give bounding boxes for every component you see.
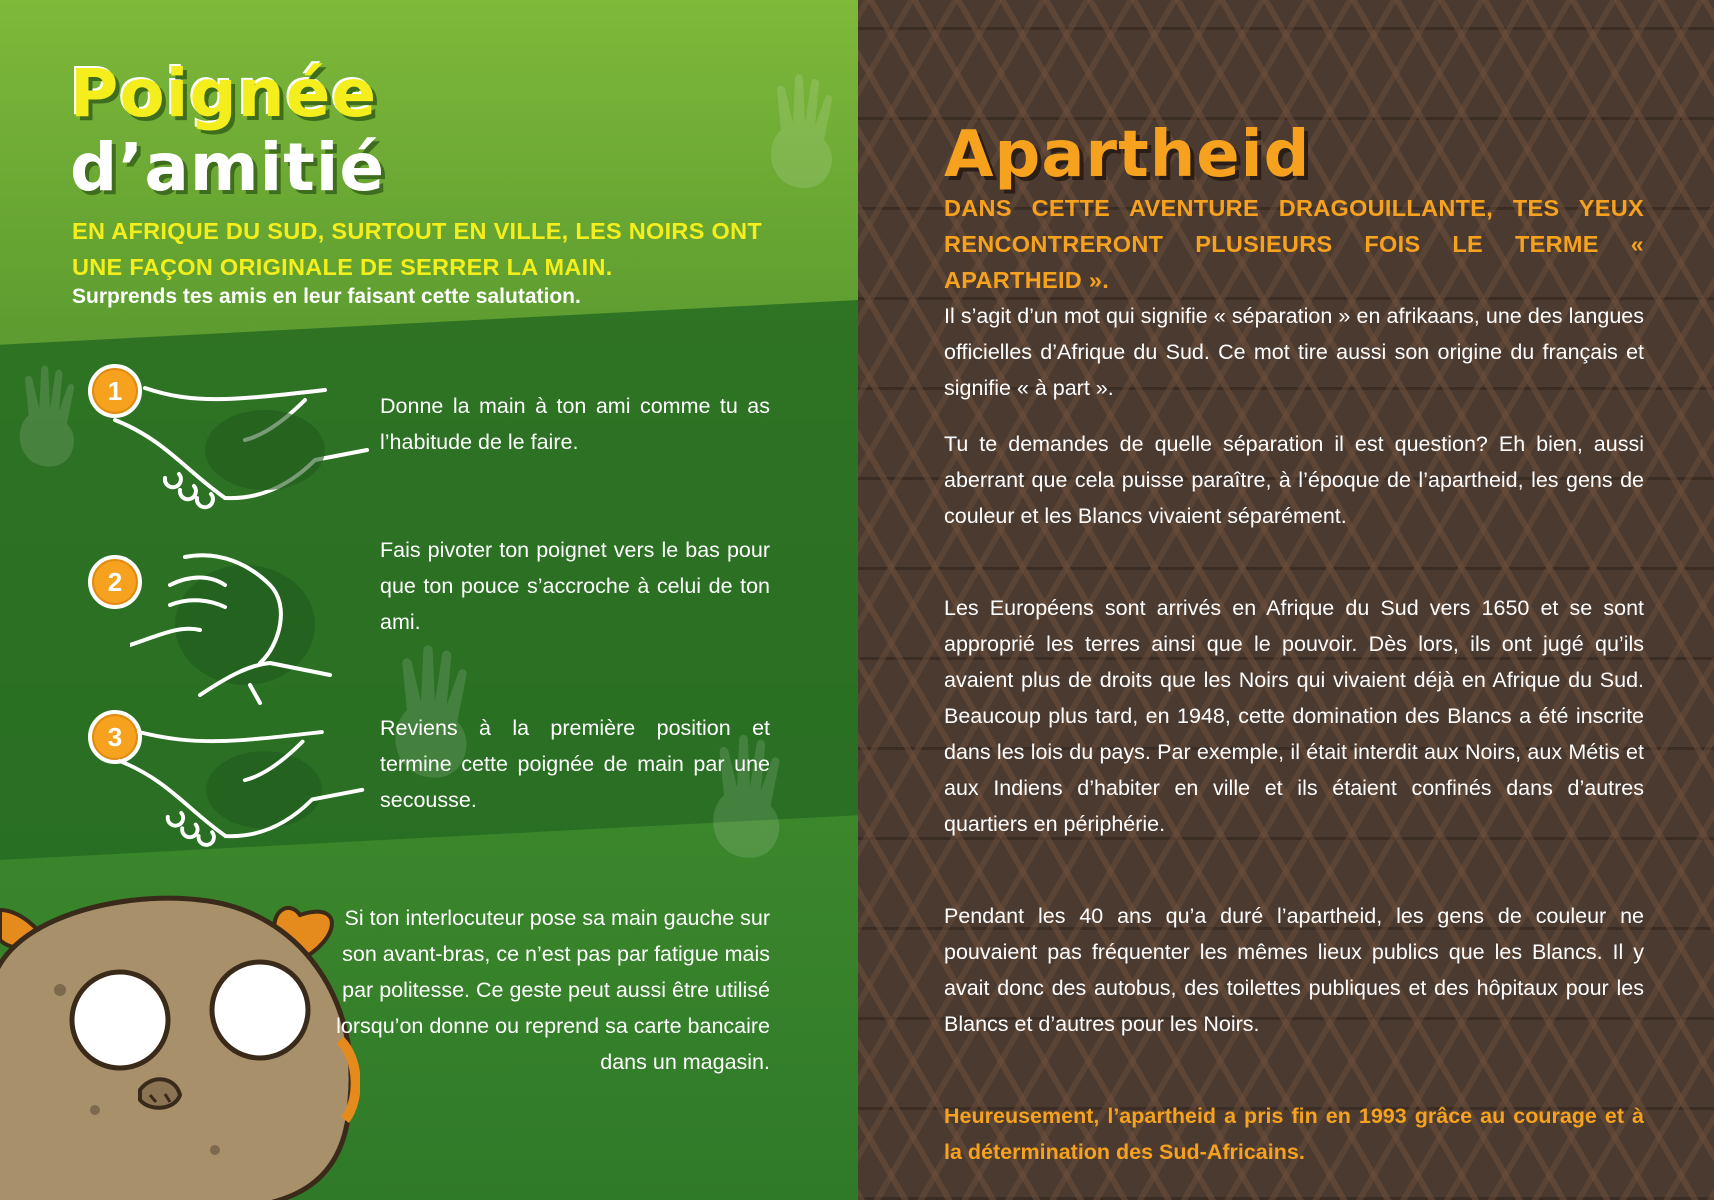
paragraph: Il s’agit d’un mot qui signifie « séparation » en afrikaans, une des langues officielles d’Afrique du Sud. Ce mot tire aussi son origine du français et signifie « à part ». (944, 304, 1644, 400)
dragon-mascot-icon (0, 880, 360, 1200)
paragraph: Les Européens sont arrivés en Afrique du Sud vers 1650 et se sont approprié les terres ainsi que le pouvoir. Dès lors, ils ont jugé qu’ils avaient plus de droits que les Noirs qui vivaient déjà en Afrique du Sud. Beaucoup plus tard, en 1948, cette domination des Blancs a été inscrite dans les lois du pays. Par exemple, il était interdit aux Noirs, aux Métis et aux Indiens d’habiter en ville et ils étaient confinés dans d’autres quartiers en périphérie. (944, 596, 1644, 836)
step-text: Donne la main à ton ami comme tu as l’habitude de le faire. (380, 394, 770, 454)
step-number: 1 (88, 364, 142, 418)
paragraph: Tu te demandes de quelle séparation il est question? Eh bien, aussi aberrant que cela puisse paraître, à l’époque de l’apartheid, les gens de couleur et les Blancs vivaient séparément. (944, 432, 1644, 528)
page-title-line2: d’amitié (70, 129, 386, 206)
handshake-note: Si ton interlocuteur pose sa main gauche sur son avant-bras, ce n’est pas par fatigue mais par politesse. Ce geste peut aussi être utilisé lorsqu’on donne ou reprend sa carte bancaire dans un magasin. (336, 906, 770, 1074)
paragraph: Pendant les 40 ans qu’a duré l’apartheid, les gens de couleur ne pouvaient pas fréquenter les mêmes lieux publics que les Blancs. Il y avait donc des autobus, des toilettes publiques et des hôpitaux pour les Blancs et d’autres pour les Noirs. (944, 904, 1644, 1036)
step-number: 2 (88, 555, 142, 609)
intro-caps: EN AFRIQUE DU SUD, SURTOUT EN VILLE, LES NOIRS ONT UNE FAÇON ORIGINALE DE SERRER LA MAIN. (72, 218, 763, 280)
step-number: 3 (88, 710, 142, 764)
handprint-icon (760, 70, 850, 190)
closing-paragraph: Heureusement, l’apartheid a pris fin en 1993 grâce au courage et à la détermination des Sud-Africains. (944, 1104, 1644, 1164)
right-page (858, 0, 1714, 1200)
handshake-icon (110, 720, 370, 850)
intro-caps: DANS CETTE AVENTURE DRAGOUILLANTE, TES YEUX RENCONTRERONT PLUSIEURS FOIS LE TERME « APARTHEID ». (944, 195, 1644, 293)
handshake-icon (105, 380, 375, 510)
step-text: Reviens à la première position et termine cette poignée de main par une secousse. (380, 716, 770, 812)
handprint-icon (10, 360, 90, 470)
step-text: Fais pivoter ton poignet vers le bas pour que ton pouce s’accroche à celui de ton ami. (380, 538, 770, 634)
intro-sub: Surprends tes amis en leur faisant cette salutation. (72, 285, 581, 308)
page-title-line1: Poignée (70, 55, 378, 132)
page-title: Apartheid (944, 118, 1311, 192)
thumb-grip-icon (130, 545, 340, 705)
